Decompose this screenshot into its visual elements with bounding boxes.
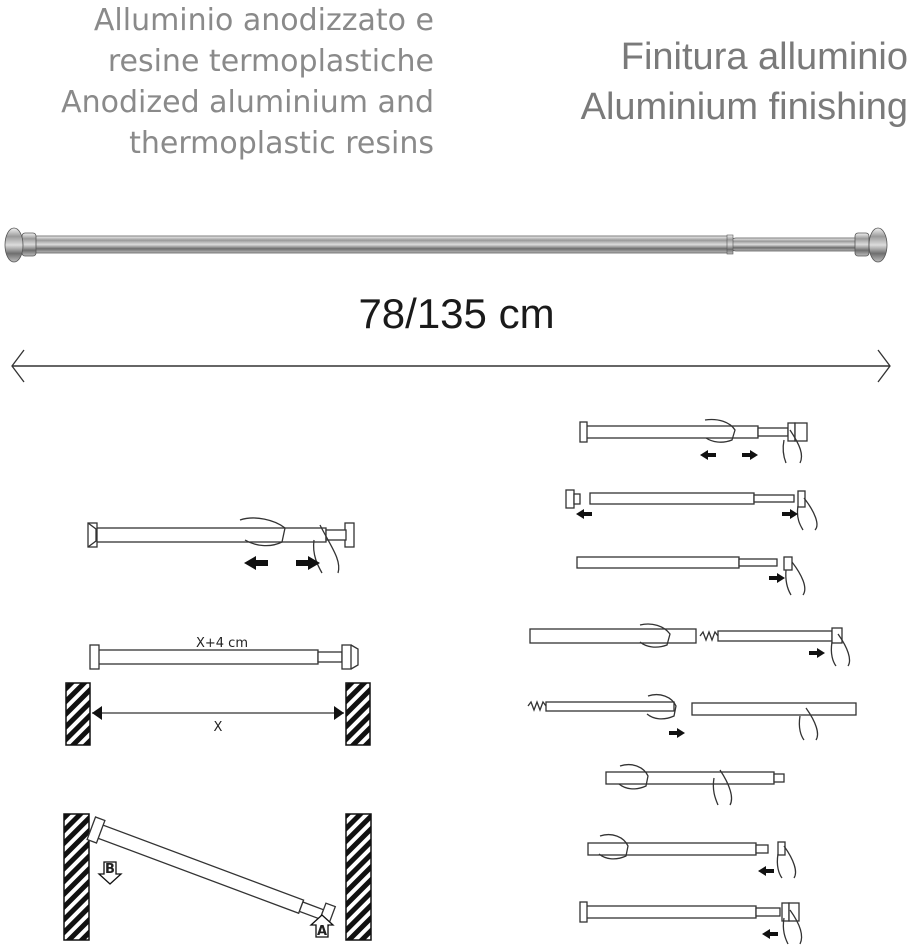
marker-b: B xyxy=(105,862,115,877)
step-right-5 xyxy=(528,695,856,740)
step-right-7 xyxy=(588,835,796,878)
tension-rod-photo xyxy=(5,228,887,262)
width-label: X+4 cm xyxy=(195,636,249,651)
step-right-3 xyxy=(577,557,805,595)
step-right-6 xyxy=(606,765,784,805)
step-right-2 xyxy=(566,490,817,530)
material-line-2: resine termoplastiche xyxy=(107,44,434,79)
step-extend-rod xyxy=(88,518,354,573)
material-line-4: thermoplastic resins xyxy=(129,126,434,161)
right-wall xyxy=(346,683,370,745)
finish-line-2: Aluminium finishing xyxy=(580,86,908,128)
marker-a: A xyxy=(316,924,328,939)
step-install-angle xyxy=(64,814,371,940)
step-right-1 xyxy=(580,419,807,463)
finish-line-1: Finitura alluminio xyxy=(620,36,908,78)
left-wall xyxy=(66,683,90,745)
dimension-arrow xyxy=(12,350,890,382)
step-measure-gap xyxy=(66,636,370,745)
material-line-1: Alluminio anodizzato e xyxy=(93,3,434,38)
step-right-4 xyxy=(530,624,850,666)
step-right-8 xyxy=(580,902,802,944)
gap-label: X xyxy=(213,720,223,735)
material-line-3: Anodized aluminium and xyxy=(61,85,434,120)
dimension-label: 78/135 cm xyxy=(358,290,555,337)
